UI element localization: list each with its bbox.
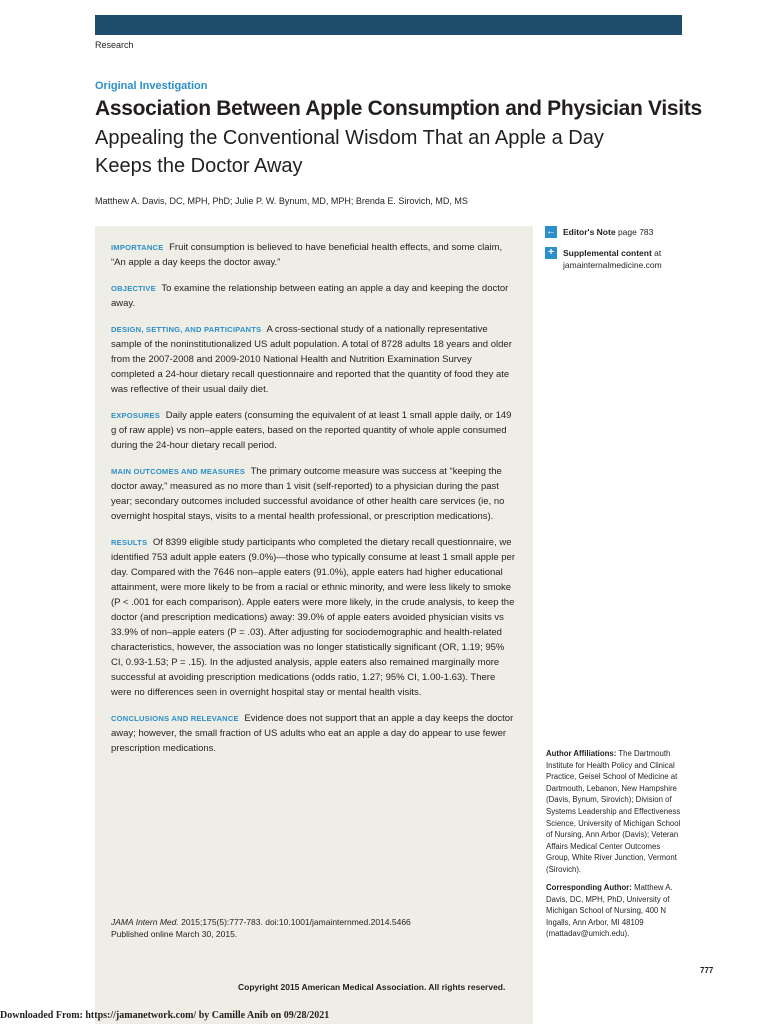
article-subtitle: Appealing the Conventional Wisdom That an Apple a Day Keeps the Doctor Away	[95, 127, 604, 177]
abstract-text: The primary outcome measure was success at “keeping the doctor away,” measured as no more than 1 visit (self-reported) to a physician during the past year; secondary outcomes included successful avoidance of other health care services (ie, no overnight hospital stays, visits to a mental health professional, or prescription medications).	[111, 466, 505, 522]
corresponding-author	[546, 882, 686, 940]
abstract-heading: IMPORTANCE	[111, 243, 164, 252]
abstract-text: Of 8399 eligible study participants who completed the dietary recall questionnaire, we identified 753 adult apple eaters (9.0%)—those who typically consume at least 1 small apple per day. Compared with the 7646 non–apple eaters (91.0%), apple eaters had higher educational attainment, were more likely to be from a racial or ethnic minority, and were less likely to smoke (P < .001 for each comparison). Apple eaters were more likely, in the crude analysis, to keep the doctor (and prescription medications) away: 39.0% of apple eaters avoided physician visits vs 33.9% of non–apple eaters (P = .03). After adjusting for sociodemographic and health-related characteristics, however, the association was no longer statistically significant (OR, 1.19; 95% CI, 0.93-1.53; P = .15). In the adjusted analysis, apple eaters also remained marginally more successful at avoiding prescription medications (odds ratio, 1.27; 95% CI, 1.00-1.63). There were no differences seen in overnight hospital stay or mental health visits.	[111, 537, 515, 698]
corresponding-text: Matthew A. Davis, DC, MPH, PhD, University of Michigan School of Nursing, 400 N Ingalls, Ann Arbor, MI 48109 (mattadav@umich.edu).	[546, 883, 673, 939]
supplemental-label: Supplemental content	[563, 248, 652, 258]
editors-note-label: Editor's Note	[563, 227, 616, 237]
abstract-text: To examine the relationship between eating an apple a day and keeping the doctor away.	[111, 283, 509, 309]
affiliations-text: The Dartmouth Institute for Health Policy and Clinical Practice, Geisel School of Medicine at Dartmouth, Lebanon, New Hampshire (Davis, Bynum, Sirovich); Division of Systems Leadership and Effectiveness Science, University of Michigan School of Nursing, Ann Arbor (Davis); Veteran Affairs Medical Center Outcomes Group, White River Junction, Vermont (Sirovich).	[546, 749, 681, 874]
abstract-heading: DESIGN, SETTING, AND PARTICIPANTS	[111, 325, 262, 334]
published-date: Published online March 30, 2015.	[111, 929, 238, 939]
abstract-heading: RESULTS	[111, 538, 148, 547]
abstract-text: A cross-sectional study of a nationally representative sample of the noninstitutionalized US adult population. A total of 8728 adults 18 years and older from the 2007-2008 and 2009-2010 National Health and Nutrition Examination Survey completed a 24-hour dietary recall questionnaire and reported that the quantity of food they ate was reflective of their usual daily diet.	[111, 324, 512, 395]
plus-icon: +	[545, 247, 557, 259]
abstract-heading: CONCLUSIONS AND RELEVANCE	[111, 714, 239, 723]
citation-details: 2015;175(5):777-783. doi:10.1001/jamainternmed.2014.5466	[181, 917, 411, 927]
abstract-text: Fruit consumption is believed to have beneficial health effects, and some claim, “An apple a day keeps the doctor away.”	[111, 242, 503, 268]
abstract-design	[111, 322, 517, 397]
supplemental-site: jamainternalmedicine.com	[563, 260, 662, 270]
page-number: 777	[700, 966, 714, 975]
abstract-results	[111, 535, 517, 700]
abstract-objective	[111, 281, 517, 311]
abstract-box	[95, 226, 533, 1024]
arrow-left-icon: ←	[546, 226, 556, 237]
article-type: Original Investigation	[95, 80, 208, 92]
abstract-exposures	[111, 408, 517, 453]
author-list: Matthew A. Davis, DC, MPH, PhD; Julie P. W. Bynum, MD, MPH; Brenda E. Sirovich, MD, MS	[95, 196, 468, 206]
citation	[111, 916, 411, 940]
corresponding-label: Corresponding Author:	[546, 883, 632, 892]
header-bar	[95, 15, 682, 35]
abstract-text: Daily apple eaters (consuming the equivalent of at least 1 small apple daily, or 149 g of raw apple) vs non–apple eaters, based on the reported quantity of whole apple consumed during the 24-hour dietary recall period.	[111, 410, 512, 451]
editors-note-page: page 783	[617, 227, 654, 237]
affiliations-label: Author Affiliations:	[546, 749, 617, 758]
abstract-heading: EXPOSURES	[111, 411, 161, 420]
abstract-outcomes	[111, 464, 517, 524]
download-notice: Downloaded From: https://jamanetwork.com/ by Camille Anib on 09/28/2021	[0, 1010, 330, 1021]
abstract-heading: MAIN OUTCOMES AND MEASURES	[111, 467, 246, 476]
abstract-text: Evidence does not support that an apple a day keeps the doctor away; however, the small fraction of US adults who eat an apple a day do appear to use fewer prescription medications.	[111, 713, 514, 754]
section-label: Research	[95, 40, 134, 50]
article-title: Association Between Apple Consumption and Physician Visits	[95, 97, 702, 120]
citation-journal: JAMA Intern Med.	[111, 917, 179, 927]
abstract-heading: OBJECTIVE	[111, 284, 156, 293]
abstract-conclusions	[111, 711, 517, 756]
abstract-importance	[111, 240, 517, 270]
supplemental-at: at	[654, 248, 662, 258]
copyright: Copyright 2015 American Medical Association. All rights reserved.	[238, 982, 506, 992]
author-affiliations	[546, 748, 686, 876]
